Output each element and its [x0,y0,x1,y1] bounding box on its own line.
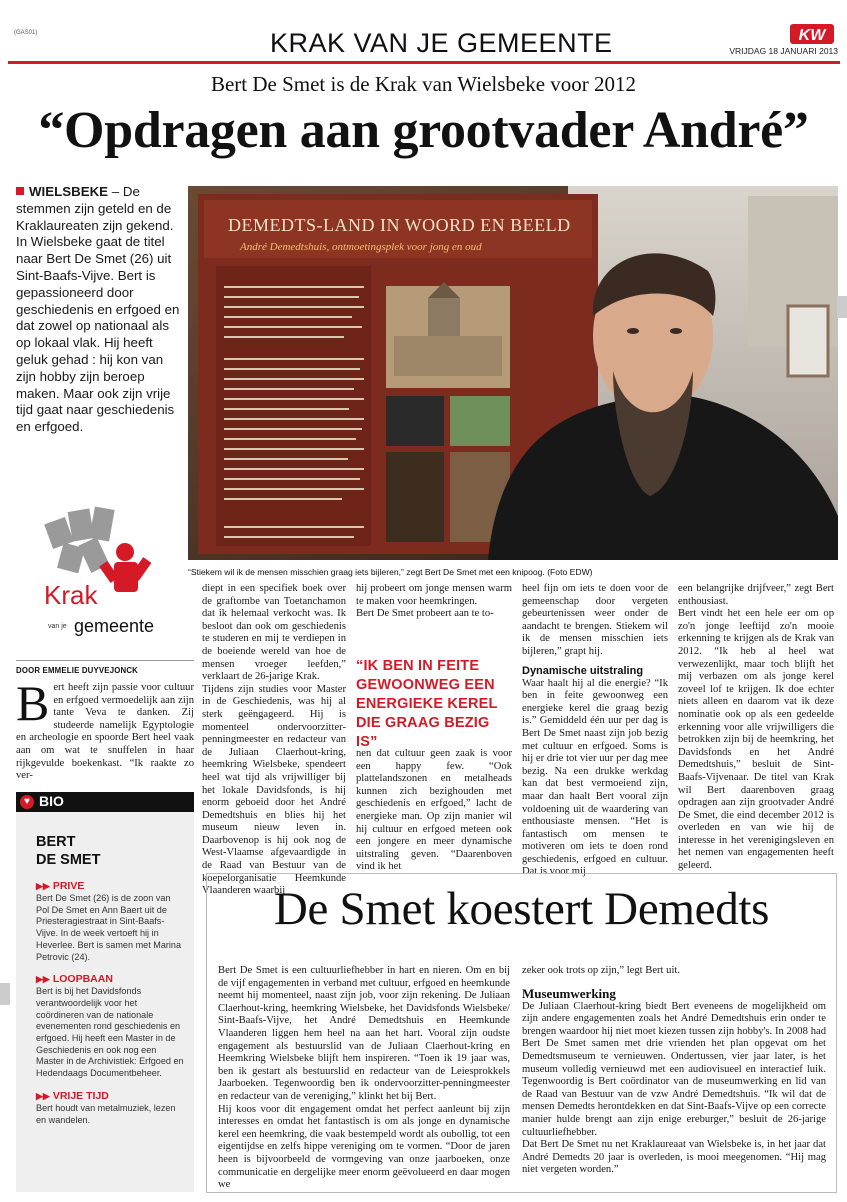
photo-caption: “Stiekem wil ik de mensen misschien graag iets bijleren,” zegt Bert De Smet met een knipoog. (Foto EDW) [188,567,593,577]
col4-text-b: Waar haalt hij al die energie? “Ik ben in feite gewoonweg een energieke kerel die graag bezig is.” Gemiddeld één uur per dag is Bert De Smet naast zijn job bezig met cultuur en erfgoed. Soms is hij er drie tot vier uur per dag mee bezig. Na een drukke werkdag kan dat best vermoeiend zijn, maar dan haalt Bert vooral zijn voldoening uit de waardering van enthousiaste mensen. “Het is fantastisch om mensen te motiveren om iets te doen rond geschiedenis, erfgoed en cultuur. Dat is voor mij [522,677,668,878]
krak-logo [30,500,180,640]
bio-name-last: DE SMET [36,852,101,868]
heart-icon: ♥ [20,795,34,809]
svg-text:KW: KW [798,27,826,44]
col3-body-bottom [356,748,512,874]
bio-section-prive [36,880,186,963]
bio-section-title: ▶▶ LOOPBAAN [36,973,113,986]
bio-name [36,833,186,869]
double-arrow-icon: ▶▶ [36,974,50,985]
col3-text-b: Bert De Smet probeert aan te to- [356,608,494,620]
svg-text:gemeente: gemeente [74,616,155,636]
article-lead [16,184,180,436]
box-col1-text: Bert De Smet is een cultuurliefhebber in hart en nieren. Om en bij de vijf engagementen in verband met cultuur, erfgoed en heemkunde neemt hij momenteel, naast zijn job, voor zijn rekening. De Juliaan Claerhout-kring, heemkring Wielsbeke, het Davidsfonds Wielsbeke/ Sint-Baafs-Vijve, het André Demedtshuis en Heemkunde Vlaanderen liggen hem heel na aan het hart. Vooral zijn oudste engagement als bestuurslid van de Juliaan Claerhout-kring en Heemkring Wielsbeke blijft hem inspireren. “Toen ik 19 jaar was, ben ik gestart als bestuurslid en redacteur van de Leiesprokkels Jaarboeken. Tegenwoordig ben ik ondervoorzitter-penningmeester en redacteur van de vereniging,” klinkt het bij Bert. [218,965,510,1102]
byline-divider [16,660,194,661]
box-col2 [522,965,826,1177]
col2-text-b: Tijdens zijn studies voor Master in de Geschiedenis, was hij al sterk geëngageerd. Hij is momenteel ondervoorzitter-penningmeester en redacteur van de Juliaan Claerhout-kring, heemkring Wielsbeke, spendeert heel wat tijd als vrijwilliger bij het lokale Davidsfonds, is hij enorm geboeid door het André Demedtshuis en blies hij het museum nieuw leven in. Daarbovenop is hij ook nog de West-Vlaamse afgevaardigde in de Raad van Bestuur van de koepelorganisatie Heemkunde Vlaanderen waarbij [202,683,346,897]
box-title: De Smet koestert Demedts [273,883,770,935]
col3-body-top [356,583,512,621]
col2-text: diept in een specifiek boek over de graftombe van Toetanchamon dat ik helemaal verkocht was. Ik besloot dan ook om geschiedenis te studeren en mij te verdiepen in de boeiende wereld van hoe de mensen vroeger leefden,” verklaart de 26-jarige Krak. [202,583,346,683]
bio-label: BIO [39,793,64,809]
article-photo [188,186,838,560]
box-col2-subtitle: Museumwerking [522,985,616,1001]
bio-sections [36,880,186,1126]
section-title: KRAK VAN JE GEMEENTE [270,28,613,58]
pull-quote: “IK BEN IN FEITE GEWOONWEG EEN ENERGIEKE KEREL DIE GRAAG BEZIG IS” [356,658,498,750]
svg-text:Krak: Krak [44,580,98,610]
col5-body [678,583,834,873]
svg-text:André Demedtshuis, ontmoetings: André Demedtshuis, ontmoetingsplek voor jong en oud [240,241,482,253]
box-col2-text: zeker ook trots op zijn,” legt Bert uit. [522,965,680,976]
prev-page-arrow[interactable] [0,983,10,1005]
col3-text-c: nen dat cultuur geen zaak is voor een happy few. “Ook plattelandszonen en metalheads kunnen zich bezighouden met geschiedenis en erfgoed,” lacht de energieke man. Op zijn manier wil hij cultuur en erfgoed meteen ook een jongere en meer dynamische uitstraling geven. “Daarenboven vind ik het [356,748,512,873]
kw-logo [790,24,834,44]
box-col2-text-c: Dat Bert De Smet nu net Kraklaureaat van Wielsbeke is, in het jaar dat André Demedts 20 jaar is overleden, is mooi meegenomen. “Hij mag niet vergeten worden.” [522,1139,826,1176]
header-divider [8,61,840,64]
col3-text: hij probeert om jonge mensen warm te maken voor heemkringen. [356,583,512,607]
bio-section-vrije-tijd [36,1090,186,1126]
page-code: (GAS01) [14,30,38,36]
bio-name-first: BERT [36,834,76,850]
col4-subtitle: Dynamische uitstraling [522,664,644,677]
bio-section-title: ▶▶ PRIVE [36,880,85,892]
article-subhead: Bert De Smet is de Krak van Wielsbeke voor 2012 [210,72,637,96]
lead-city: WIELSBEKE [29,184,109,199]
bio-section-text: Bert De Smet (26) is de zoon van Pol De Smet en Ann Baert uit de Priesteragiestraat in Sint-Baafs-Vijve. In de week vertoeft hij in Heverlee. Bert is samen met Marina Petrovic (24). [36,893,182,962]
bio-section-text: Bert is bij het Davidsfonds verantwoordelijk voor het coördineren van de nationale evenementen rond geschiedenis en erfgoed. Hij heeft een Master in de Geschiedenis en ook nog een Master in de Archivistiek: Erfgoed en Hedendaags Documentbeheer. [36,986,184,1079]
bio-section-title: ▶▶ VRIJE TIJD [36,1089,109,1102]
bio-section-loopbaan [36,973,186,1080]
box-col1-text-b: Hij koos voor dit engagement omdat het perfect aanleunt bij zijn interesses en omdat het fantastisch is om als jonge en dynamische kerel een heemkring, die vaak bestempeld wordt als oubollig, tot een eigentijdse en zelfs hippe vereniging om te vormen. “Door de jaren heen is bijvoorbeeld de vormgeving van onze jaarboeken, onze communicatie en dergelijke meer enorm geëvolueerd en daar mogen we [218,1103,510,1191]
col4-text: heel fijn om iets te doen voor de gemeenschap door vergeten gebeurtenissen weer onder de aandacht te brengen. Stiekem wil ik de mensen misschien iets bijleren,” grapt hij. [522,583,668,657]
next-page-arrow[interactable] [837,296,847,318]
byline: DOOR EMMELIE DUYVEJONCK [16,666,138,675]
box-col2-text-b: De Juliaan Claerhout-kring biedt Bert eveneens de mogelijkheid om zijn andere engagementen zoals het André Demedtshuis erin onder te brengen waardoor hij niet moet kiezen tussen zijn hobby's. In 2008 had Bert De Smet samen met drie vrienden het plan opgevat om het Demedtsmuseum te vernieuwen. Ondertussen, vier jaar later, is het museum volledig vernieuwd met een audiovisueel en interactief luik. Tegenwoordig is Bert coördinator van de museumwerking en lid van de Raad van Bestuur van de vzw André Demedtshuis. “Ik wil dat de mensen Demedts herontdekken en dat Sint-Baafs-Vijve op een correcte manier hulde brengt aan zijn enige ereburger,” besluit de 26-jarige cultuurliefhebber. [522,1000,826,1138]
box-col1 [218,965,510,1192]
col1-text: ert heeft zijn passie voor cultuur en erfgoed vermoedelijk aan zijn tante Veva te danken. Zij studeerde namelijk Egyptologie en archeologie en spoorde Bert heel vaak aan om wat te snuffelen in haar rijkgevulde boekenkast. “Ik raakte zo ver- [16,682,194,782]
lead-marker [16,187,24,195]
article-headline: “Opdragen aan grootvader André” [38,102,809,159]
issue-date: VRIJDAG 18 JANUARI 2013 [729,46,838,56]
bio-section-text: Bert houdt van metalmuziek, lezen en wandelen. [36,1102,176,1125]
svg-text:DEMEDTS-LAND IN WOORD EN BEELD: DEMEDTS-LAND IN WOORD EN BEELD [228,215,571,235]
double-arrow-icon: ▶▶ [36,881,50,891]
double-arrow-icon: ▶▶ [36,1090,50,1101]
lead-text: – De stemmen zijn geteld en de Kraklaureaten zijn gekend. In Wielsbeke gaat de titel naar Bert De Smet (26) uit Sint-Baafs-Vijve. Bert is gepassioneerd door geschiedenis en erfgoed en dat zowel op nationaal als op lokaal vlak. Hij heeft geluk gehad : hij kon van zijn hobby zijn beroep maken. Maar ook zijn vrije tijd gaat naar geschiedenis en erfgoed. [16,184,180,435]
col4-body [522,583,668,879]
col2-body [202,583,346,898]
col5-text-b: Bert vindt het een hele eer om op zo'n jonge leeftijd zo'n mooie erkenning te krijgen als de Krak van 2012. “Ik heb al heel wat verwezenlijkt, maar toch blijft het mij verbazen om als jonge kerel zoveel lof te krijgen. Ik doe echter niets alleen en daarom vat ik deze nominatie ook op als een gedeelde erkenning voor alle vrijwilligers die betrokken zijn bij de heemkring, het Davidsfonds en het André Demedtshuis,” besluit de Sint-Baafs-Vijvenaar. De titel van Krak wil Bert daarenboven graag opdragen aan zijn grootvader André De Smet, die eind december 2012 is overleden en van wie hij de interesse in het verenigingsleven en het nemen van engagementen heeft geleerd. [678,608,834,872]
col5-text: een belangrijke drijfveer,” zegt Bert enthousiast. [678,583,834,607]
col1-body [16,675,194,783]
dropcap: B [16,675,50,731]
svg-text:van je: van je [48,623,67,630]
